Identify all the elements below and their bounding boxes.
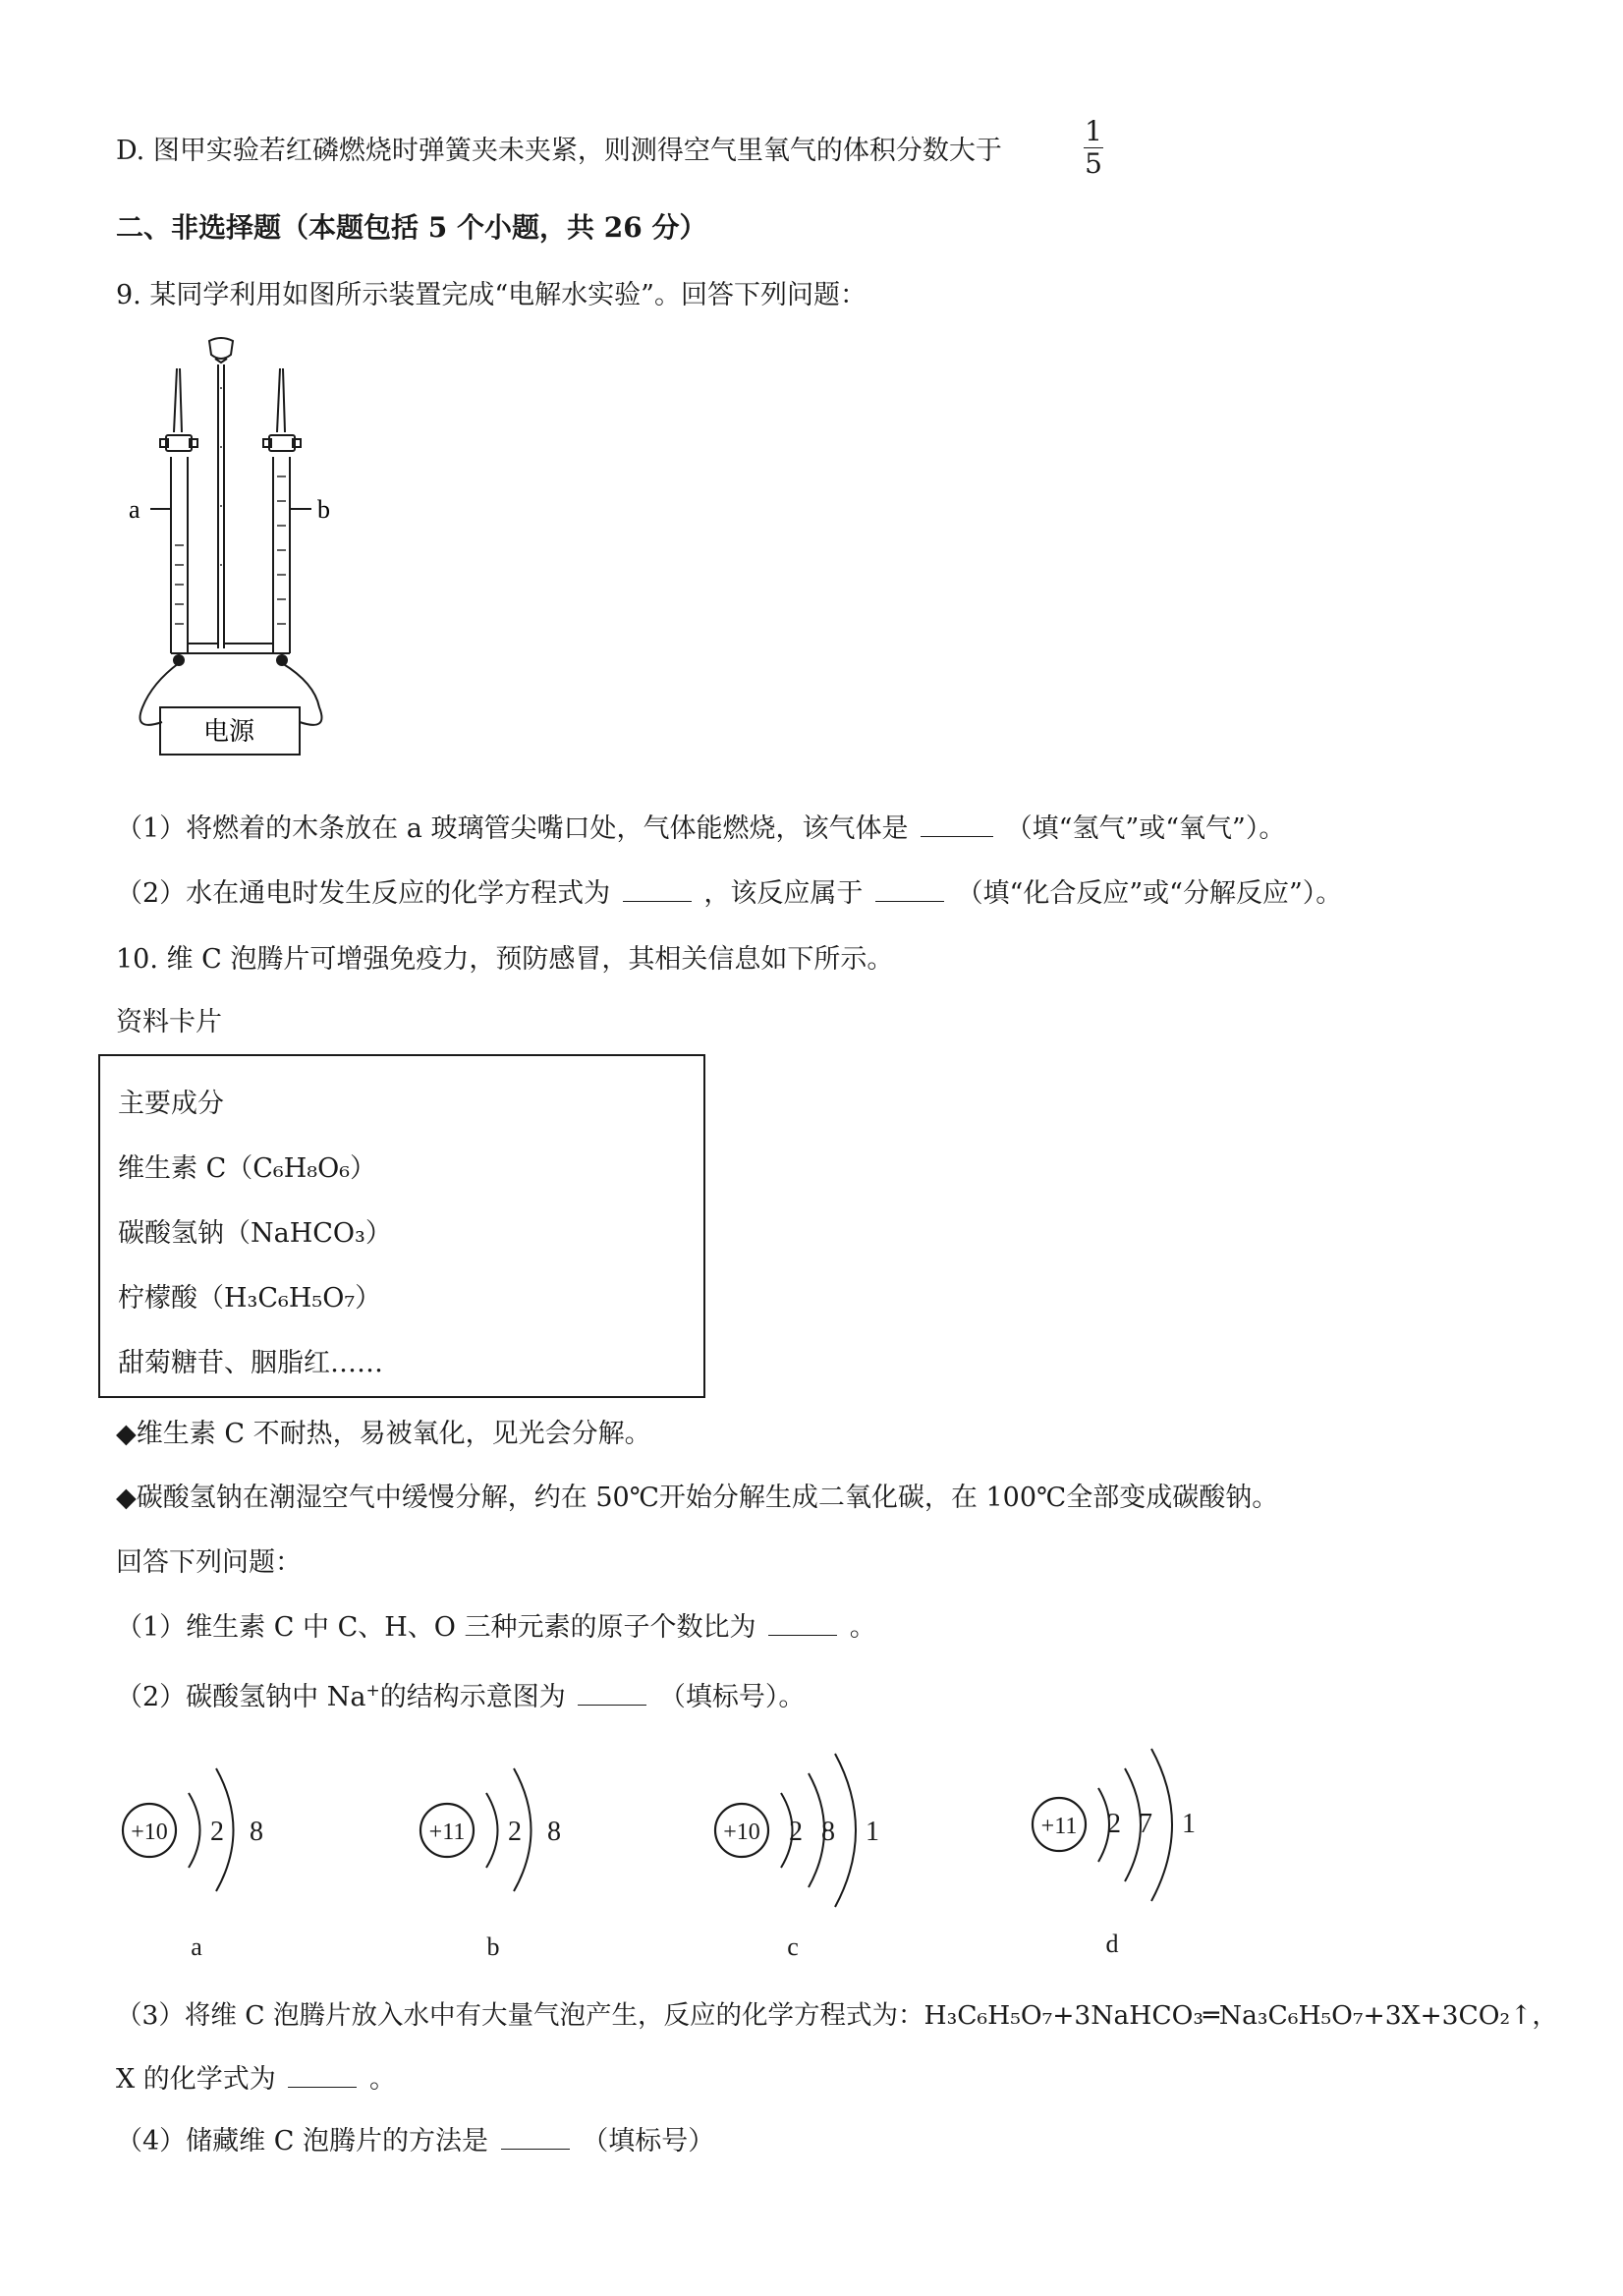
q10-sub3-line2 [116, 2063, 396, 2097]
atom-a-nucleus: +10 [131, 1820, 168, 1845]
na-charge: + [365, 1681, 380, 1701]
fraction-numerator: 1 [1085, 115, 1102, 147]
electrolysis-apparatus-diagram [123, 329, 349, 771]
card-item-others: 甜菊糖苷、胭脂红…… [118, 1348, 383, 1378]
label-b: b [317, 495, 330, 524]
answer-blank[interactable] [875, 879, 944, 902]
atom-c-shell-3: 1 [866, 1817, 879, 1847]
atom-d [1033, 1749, 1196, 1958]
fraction-denominator: 5 [1085, 147, 1102, 180]
answer-blank[interactable] [501, 2127, 570, 2150]
card-item-vitamin-c: 维生素 C（C₆H₈O₆） [118, 1153, 377, 1184]
q9-sub2-mid: ，该反应属于 [703, 878, 864, 909]
q9-stem [116, 279, 867, 312]
card-title [116, 1006, 222, 1039]
answer-blank[interactable] [768, 1613, 837, 1636]
option-d-text: D. 图甲实验若红磷燃烧时弹簧夹未夹紧，则测得空气里氧气的体积分数大于 [116, 136, 1002, 166]
answer-blank[interactable] [288, 2065, 357, 2088]
fact-2-text: ◆碳酸氢钠在潮湿空气中缓慢分解，约在 50℃开始分解生成二氧化碳，在 100℃全部变成碳酸钠。 [116, 1483, 1279, 1513]
atom-c-nucleus: +10 [723, 1820, 760, 1845]
q10-sub1-post: 。 [849, 1612, 876, 1643]
q10-sub2-mid: 的结构示意图为 [379, 1682, 566, 1712]
section-title-text: 二、非选择题（本题包括 5 个小题，共 26 分） [116, 211, 707, 244]
q10-sub2 [116, 1674, 805, 1714]
q10-sub4-post: （填标号） [582, 2126, 715, 2156]
answer-intro-text: 回答下列问题： [116, 1547, 302, 1578]
atom-b-shell-1: 2 [508, 1817, 522, 1847]
card-item-citric-acid: 柠檬酸（H₃C₆H₅O₇） [118, 1283, 382, 1314]
q10-sub4-pre: （4）储藏维 C 泡腾片的方法是 [116, 2126, 489, 2156]
q9-sub2 [116, 877, 1342, 911]
atom-a [123, 1768, 263, 1961]
reservoir-funnel [209, 338, 233, 359]
card-item-nahco3: 碳酸氢钠（NaHCO₃） [118, 1218, 392, 1249]
answer-blank[interactable] [623, 879, 692, 902]
q10-sub1-pre: （1）维生素 C 中 C、H、O 三种元素的原子个数比为 [116, 1612, 756, 1643]
section-title [116, 211, 706, 245]
atom-d-shell-1: 2 [1107, 1809, 1121, 1839]
atom-c-label: c [787, 1932, 799, 1961]
fact-1-text: ◆维生素 C 不耐热，易被氧化，见光会分解。 [116, 1419, 651, 1449]
atom-b-shell-2: 8 [547, 1817, 561, 1847]
q10-sub2-pre: （2）碳酸氢钠中 Na [116, 1682, 366, 1712]
q10-sub1 [116, 1611, 876, 1645]
q9-sub1-post: （填“氢气”或“氧气”）。 [1005, 813, 1286, 844]
q10-stem [116, 943, 893, 977]
answer-blank[interactable] [578, 1683, 646, 1706]
option-d [116, 135, 1002, 168]
atom-a-shell-2: 8 [250, 1817, 263, 1847]
q9-sub2-pre: （2）水在通电时发生反应的化学方程式为 [116, 878, 611, 909]
power-label: 电源 [203, 717, 255, 747]
atom-d-shell-2: 7 [1139, 1809, 1152, 1839]
q10-sub2-post: （填标号）。 [658, 1682, 806, 1712]
q10-stem-text: 10. 维 C 泡腾片可增强免疫力，预防感冒，其相关信息如下所示。 [116, 944, 894, 975]
fact-2 [116, 1482, 1278, 1515]
electrode-left [173, 654, 185, 666]
atomic-structure-diagrams [108, 1734, 1238, 1970]
fraction-one-fifth [1079, 116, 1108, 180]
atom-b-label: b [486, 1932, 500, 1961]
atom-b-nucleus: +11 [428, 1820, 466, 1845]
q10-sub3-pre: X 的化学式为 [116, 2064, 276, 2095]
answer-intro [116, 1546, 302, 1580]
q10-sub3-post: 。 [369, 2064, 396, 2095]
info-card [98, 1054, 705, 1398]
q10-sub3-equation: （3）将维 C 泡腾片放入水中有大量气泡产生，反应的化学方程式为：H₃C₆H₅O₇+3NaHCO₃═Na₃C₆H₅O₇+3X+3CO₂↑， [116, 2000, 1558, 2031]
atom-c [715, 1754, 879, 1961]
atom-d-nucleus: +11 [1040, 1814, 1078, 1839]
q9-stem-text: 9. 某同学利用如图所示装置完成“电解水实验”。回答下列问题： [116, 280, 867, 310]
card-heading: 主要成分 [118, 1089, 224, 1119]
atom-d-shell-3: 1 [1182, 1809, 1196, 1839]
card-title-text: 资料卡片 [116, 1007, 222, 1037]
q9-sub1-pre: （1）将燃着的木条放在 a 玻璃管尖嘴口处，气体能燃烧，该气体是 [116, 813, 909, 844]
atom-d-label: d [1105, 1930, 1119, 1958]
atom-c-shell-2: 8 [821, 1817, 835, 1847]
q9-sub2-post: （填“化合反应”或“分解反应”）。 [956, 878, 1343, 909]
fact-1 [116, 1418, 651, 1451]
label-a: a [129, 495, 140, 524]
atom-b [420, 1768, 561, 1961]
electrode-right [276, 654, 288, 666]
atom-a-shell-1: 2 [210, 1817, 224, 1847]
q9-sub1 [116, 812, 1285, 846]
q10-sub3-line1 [116, 1999, 1558, 2033]
answer-blank[interactable] [921, 814, 993, 837]
q10-sub4 [116, 2125, 714, 2158]
atom-c-shell-1: 2 [789, 1817, 803, 1847]
atom-a-label: a [191, 1932, 202, 1961]
